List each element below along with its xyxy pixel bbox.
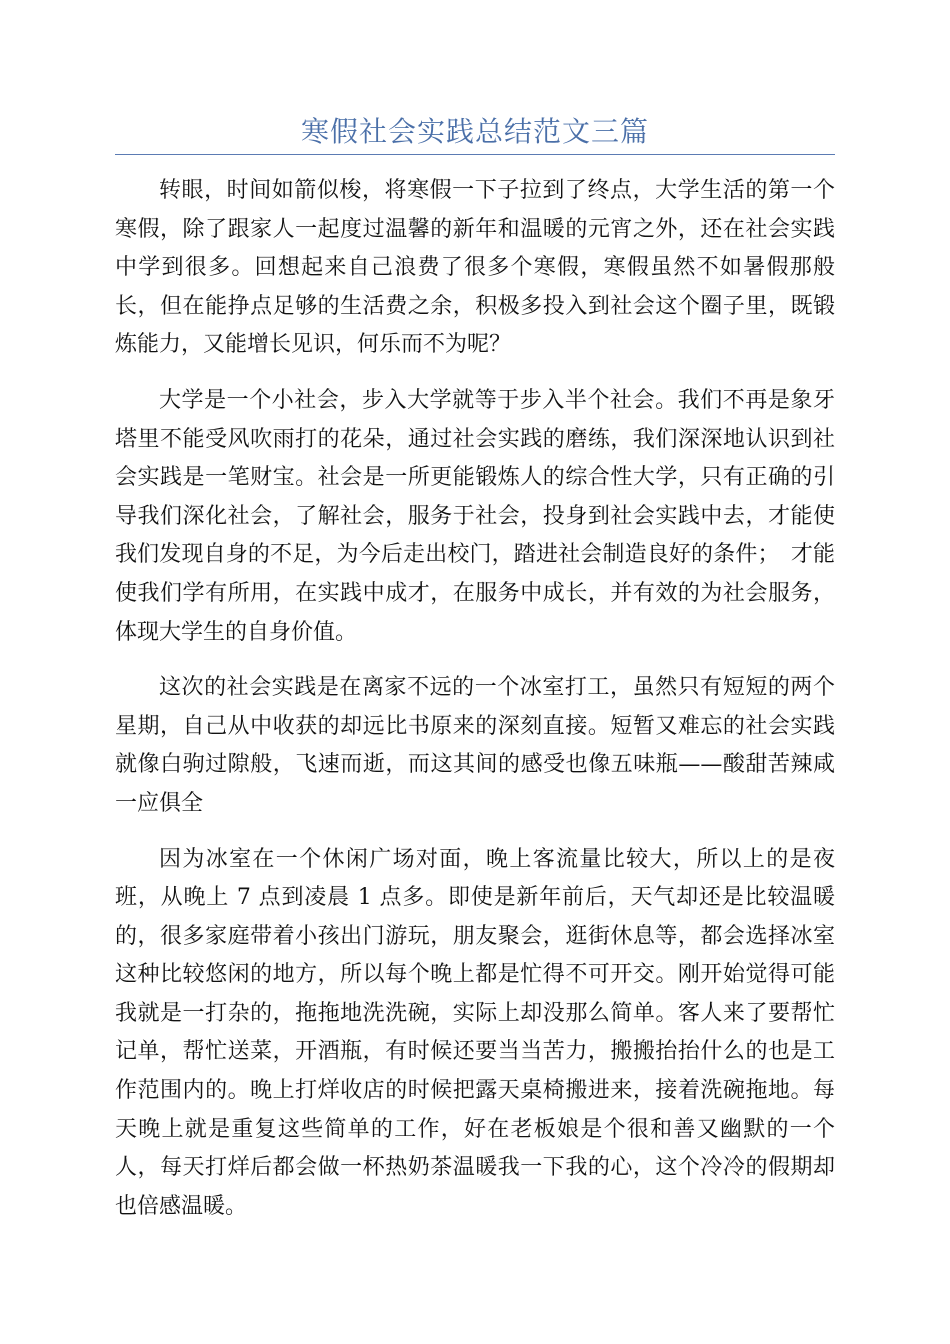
title-underline: [115, 154, 835, 155]
paragraph-2: 大学是一个小社会，步入大学就等于步入半个社会。我们不再是象牙塔里不能受风吹雨打的花朵，通过社会实践的磨练，我们深深地认识到社会实践是一笔财宝。社会是一所更能锻炼人的综合性大学，只有正确的引导我们深化社会，了解社会，服务于社会，投身到社会实践中去，才能使我们发现自身的不足，为今后走出校门，踏进社会制造良好的条件； 才能使我们学有所用，在实践中成才，在服务中成长，并有效的为社会服务，体现大学生的自身价值。: [115, 387, 835, 645]
paragraph-4: 因为冰室在一个休闲广场对面，晚上客流量比较大，所以上的是夜班，从晚上 7 点到凌晨 1 点多。即使是新年前后，天气却还是比较温暖的，很多家庭带着小孩出门游玩，朋友聚会，逛街休息等，都会选择冰室这种比较悠闲的地方，所以每个晚上都是忙得不可开交。刚开始觉得可能我就是一打杂的，拖拖地洗洗碗，实际上却没那么简单。客人来了要帮忙记单，帮忙送菜，开酒瓶，有时候还要当当苦力，搬搬抬抬什么的也是工作范围内的。晚上打烊收店的时候把露天桌椅搬进来，接着洗碗拖地。每天晚上就是重复这些简单的工作，好在老板娘是个很和善又幽默的一个人，每天打烊后都会做一杯热奶茶温暖我一下我的心，这个冷冷的假期却也倍感温暖。: [115, 846, 835, 1219]
paragraph-3: 这次的社会实践是在离家不远的一个冰室打工，虽然只有短短的两个星期，自己从中收获的却远比书原来的深刻直接。短暂又难忘的社会实践就像白驹过隙般，飞速而逝，而这其间的感受也像五味瓶——酸甜苦辣咸一应俱全: [115, 675, 835, 816]
document-body: [115, 172, 835, 1243]
paragraph-1: 转眼，时间如箭似梭，将寒假一下子拉到了终点，大学生活的第一个寒假，除了跟家人一起度过温馨的新年和温暖的元宵之外，还在社会实践中学到很多。回想起来自己浪费了很多个寒假，寒假虽然不如暑假那般长，但在能挣点足够的生活费之余，积极多投入到社会这个圈子里，既锻炼能力，又能增长见识，何乐而不为呢？: [115, 178, 835, 358]
document-title: 寒假社会实践总结范文三篇: [300, 115, 649, 148]
